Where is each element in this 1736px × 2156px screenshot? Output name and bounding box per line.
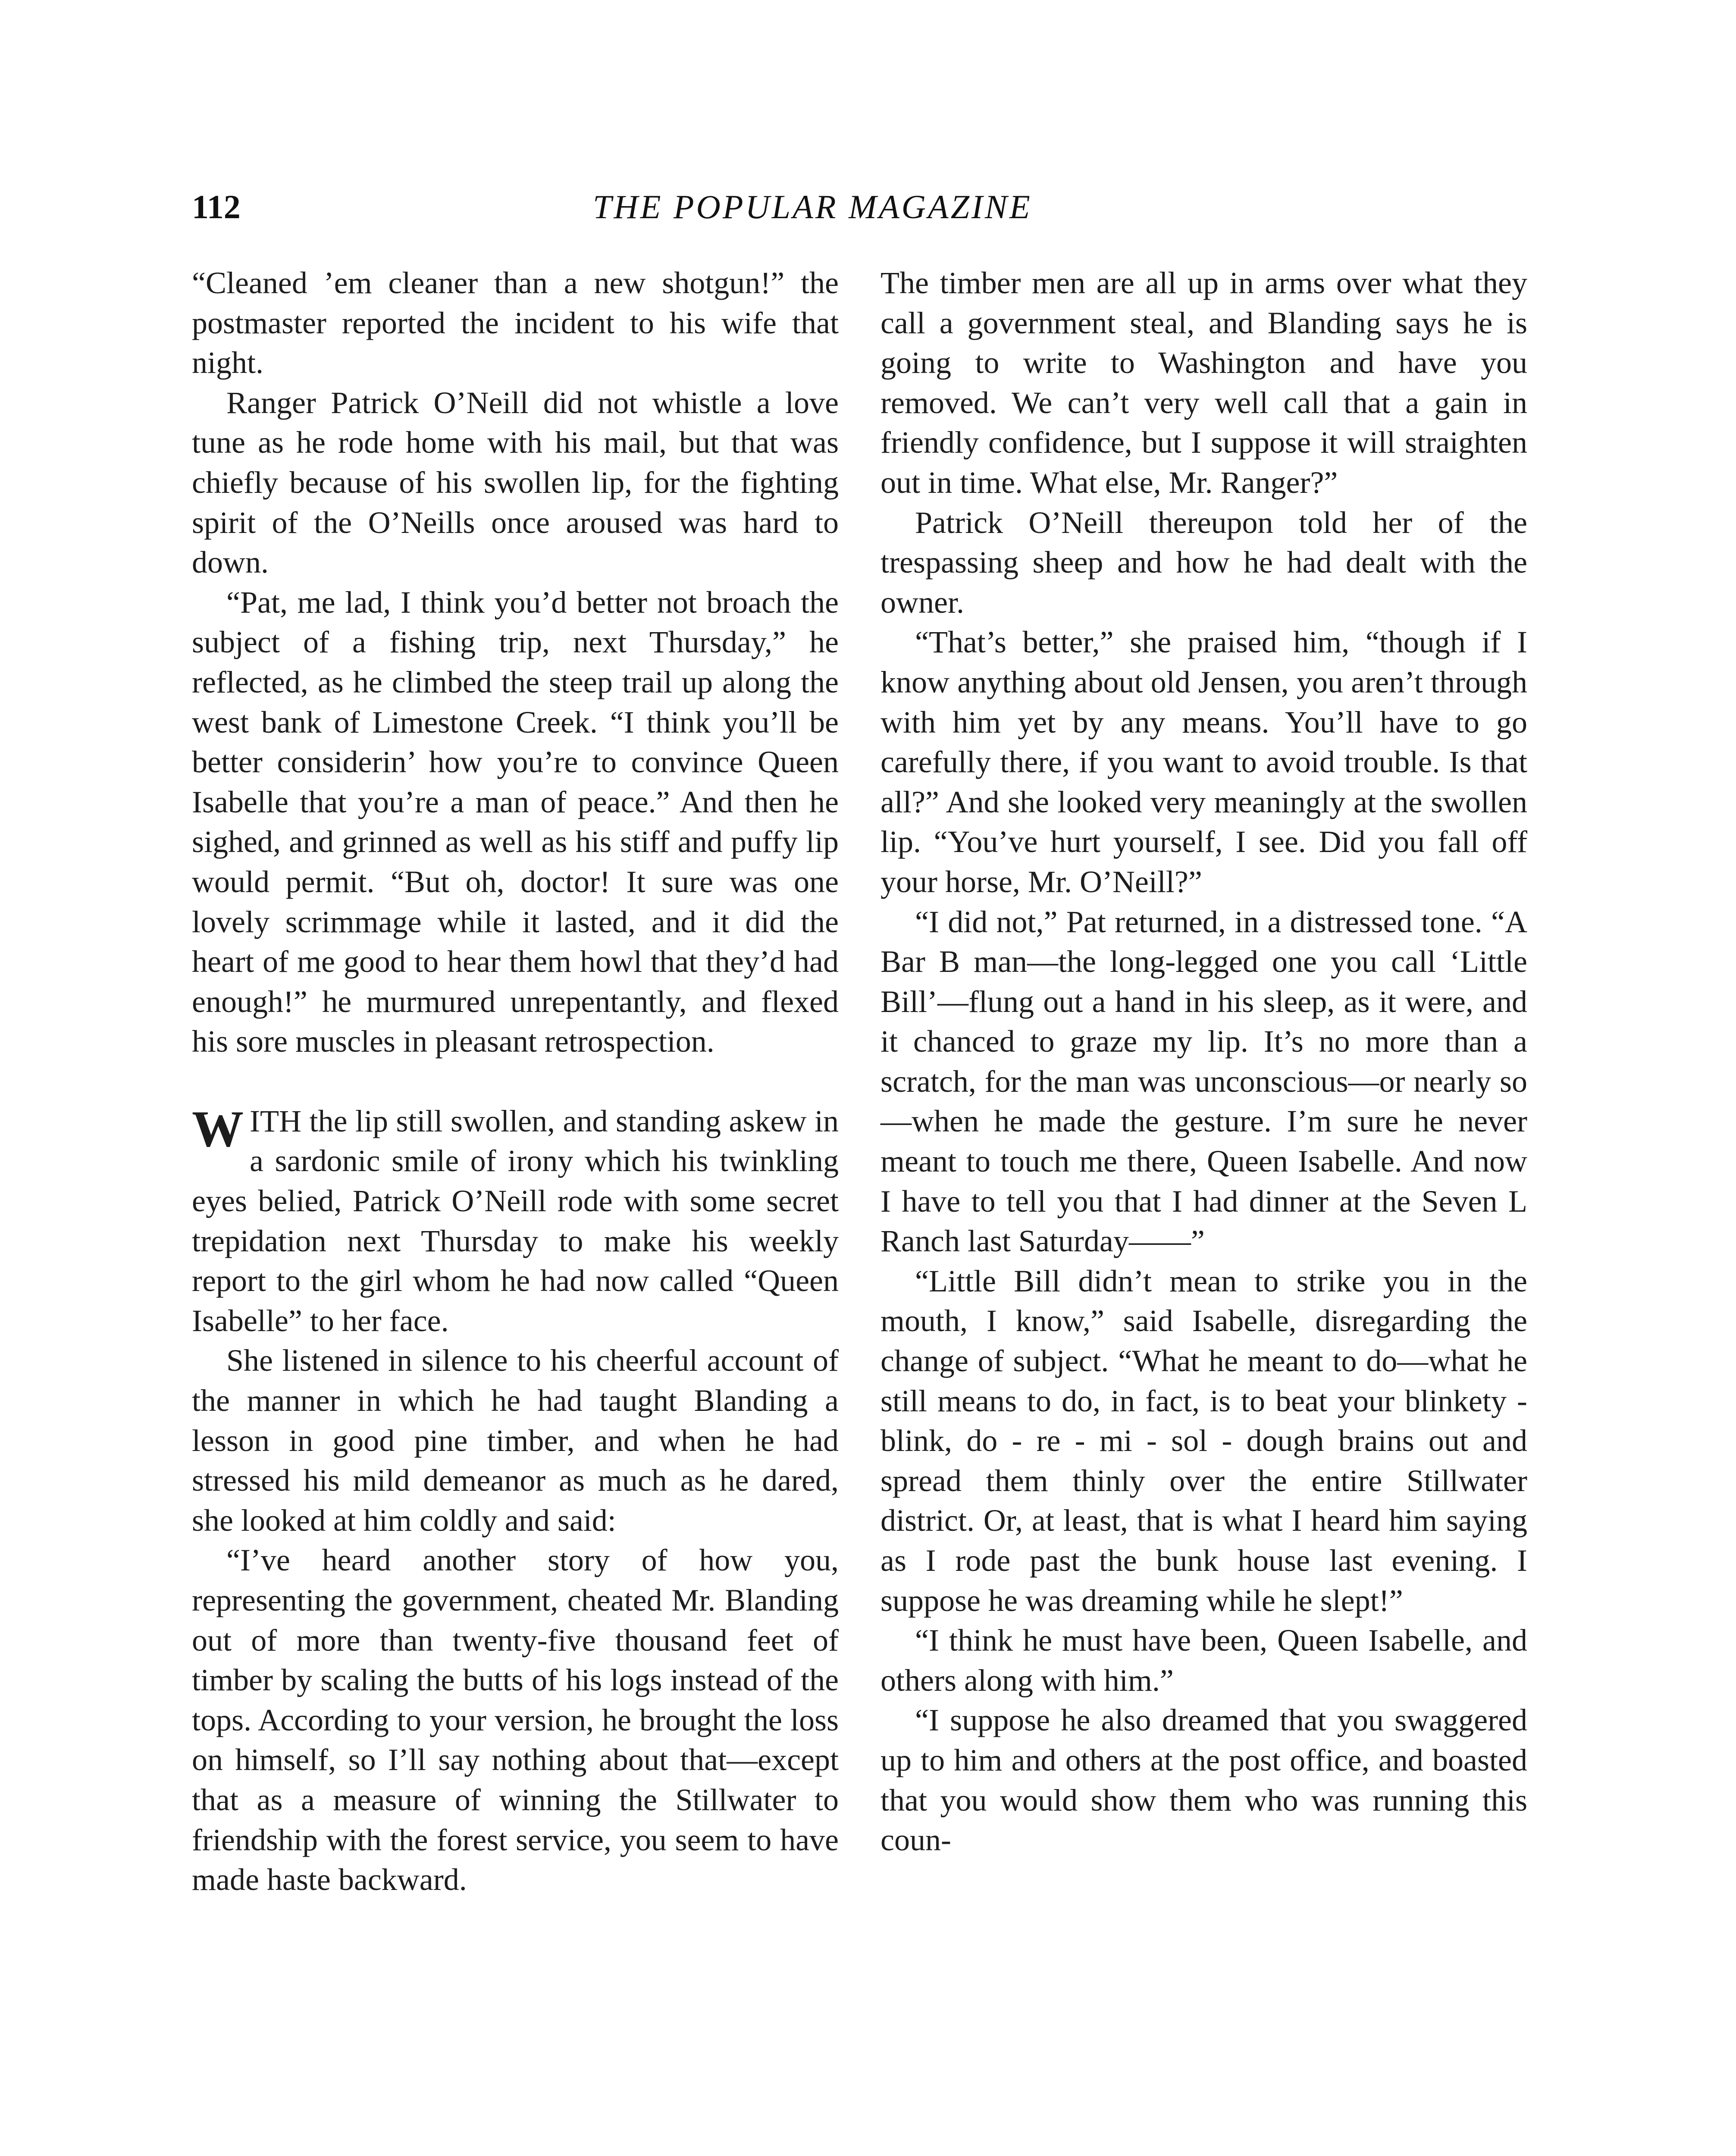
paragraph: “Pat, me lad, I think you’d better not broach the subject of a fishing trip, next Thursday,” he reflected, as he climbed the steep trail up along the west bank of Limestone Creek. “I think you’ll be better considerin’ how you’re to convince Queen Isabelle that you’re a man of peace.” And then he sighed, and grinned as well as his stiff and puffy lip would permit. “But oh, doctor! It sure was one lovely scrimmage while it lasted, and it did the heart of me good to hear them howl that they’d had enough!” he murmured unrepentantly, and flexed his sore muscles in pleasant retrospection. <box>192 585 839 1059</box>
running-title: THE POPULAR MAGAZINE <box>593 188 1032 226</box>
paragraph-text: the lip still swollen, and standing askew in a sardonic smile of irony which his twinkling eyes belied, Patrick O’Neill rode with some secret trepidation next Thursday to make his weekly report to the girl whom he had now called “Queen Isabelle” to her face. <box>192 1103 839 1338</box>
paragraph: The timber men are all up in arms over what they call a government steal, and Blanding says he is going to write to Washington and have you removed. We can’t very well call that a gain in friendly confidence, but I suppose it will straighten out in time. What else, Mr. Ranger?” <box>881 266 1527 500</box>
paragraph: “I think he must have been, Queen Isabelle, and others along with him.” <box>881 1623 1527 1698</box>
section-break <box>192 1062 839 1101</box>
drop-cap: W <box>192 1100 244 1157</box>
page-header <box>192 185 1184 237</box>
left-column <box>192 263 839 1900</box>
paragraph: Patrick O’Neill thereupon told her of the trespassing sheep and how he had dealt with the owner. <box>881 505 1527 620</box>
page-number: 112 <box>192 188 241 226</box>
right-column <box>881 263 1527 1860</box>
paragraph: “Cleaned ’em cleaner than a new shotgun!” the postmaster reported the incident to his wife that night. <box>192 266 839 380</box>
drop-cap-paragraph <box>192 1101 839 1341</box>
paragraph: “I suppose he also dreamed that you swaggered up to him and others at the post office, and boasted that you would show them who was running this coun- <box>881 1703 1527 1858</box>
paragraph: Ranger Patrick O’Neill did not whistle a love tune as he rode home with his mail, but that was chiefly because of his swollen lip, for the fighting spirit of the O’Neills once aroused was hard to down. <box>192 385 839 580</box>
small-caps-lead: ITH <box>250 1103 301 1138</box>
paragraph: “I’ve heard another story of how you, representing the government, cheated Mr. Blanding out of more than twenty-five thousand feet of timber by scaling the butts of his logs instead of the tops. According to your version, he brought the loss on himself, so I’ll say nothing about that—except that as a measure of winning the Stillwater to friendship with the forest service, you seem to have made haste backward. <box>192 1543 839 1897</box>
paragraph: “That’s better,” she praised him, “though if I know anything about old Jensen, you aren’t through with him yet by any means. You’ll have to go carefully there, if you want to avoid trouble. Is that all?” And she looked very meaningly at the swollen lip. “You’ve hurt yourself, I see. Did you fall off your horse, Mr. O’Neill?” <box>881 625 1527 899</box>
paragraph: She listened in silence to his cheerful account of the manner in which he had taught Blanding a lesson in good pine timber, and when he had stressed his mild demeanor as much as he dared, she looked at him coldly and said: <box>192 1343 839 1538</box>
paragraph: “I did not,” Pat returned, in a distressed tone. “A Bar B man—the long-legged one you call ‘Little Bill’—flung out a hand in his sleep, as it were, and it chanced to graze my lip. It’s no more than a scratch, for the man was unconscious—or nearly so—when he made the gesture. I’m sure he never meant to touch me there, Queen Isabelle. And now I have to tell you that I had dinner at the Seven L Ranch last Saturday——” <box>881 904 1527 1259</box>
paragraph: “Little Bill didn’t mean to strike you in the mouth, I know,” said Isabelle, disregarding the change of subject. “What he meant to do—what he still means to do, in fact, is to beat your blinkety - blink, do - re - mi - sol - dough brains out and spread them thinly over the entire Stillwater district. Or, at least, that is what I heard him saying as I rode past the bunk house last evening. I suppose he was dreaming while he slept!” <box>881 1263 1527 1618</box>
